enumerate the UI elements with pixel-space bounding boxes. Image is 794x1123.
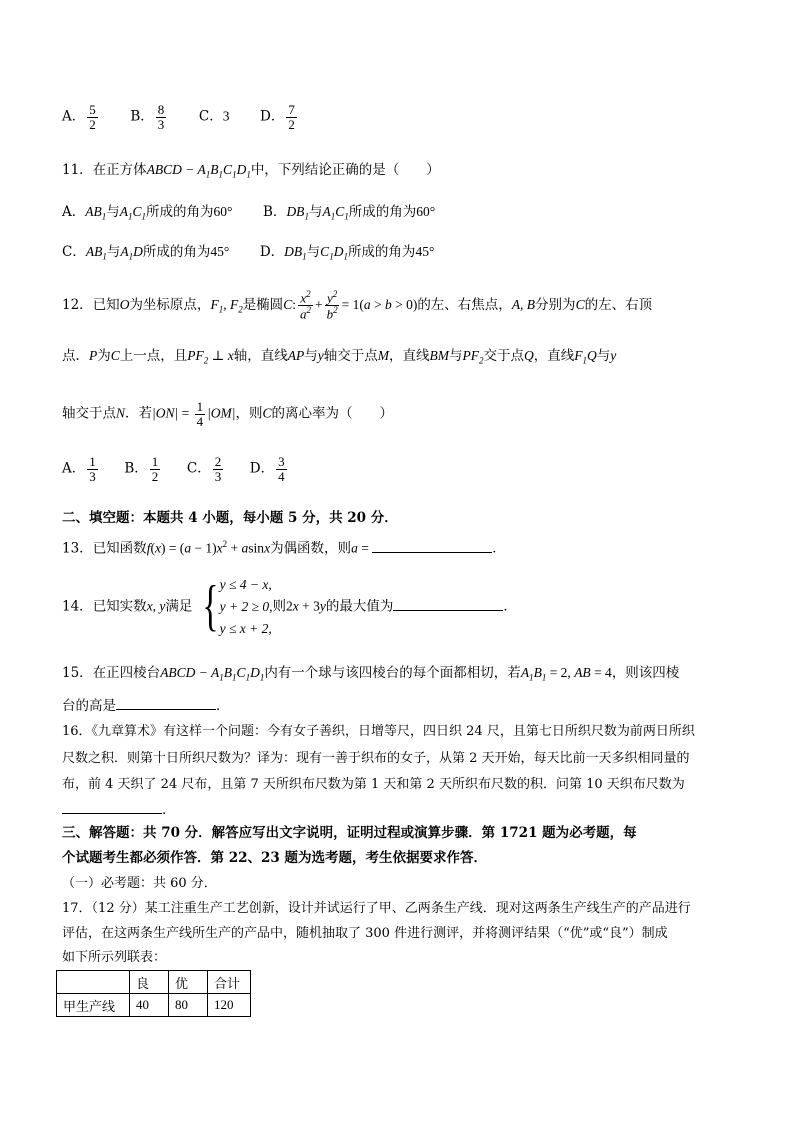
section-2-heading: 二、填空题：本题共 4 小题，每小题 5 分，共 20 分． bbox=[62, 510, 398, 526]
q12-line-1: 12．已知O为坐标原点，$F_1$, $F_2$是椭圆C: $\frac{x^2}{a^2}$ + $\frac{y^2}{b^2}$ = 1(a > b > 0)的左、右焦点，A, B分别为C的左、右顶 bbox=[62, 289, 653, 322]
q10-options bbox=[62, 103, 299, 131]
q10-option-a-fraction: $\frac{5}{2}$ bbox=[89, 102, 96, 132]
section-3-heading-line-1: 三、解答题：共 70 分．解答应写出文字说明，证明过程或演算步骤．第 1721 题为必考题，每 bbox=[62, 825, 637, 841]
q17-line-2: 评估，在这两条生产线所生产的产品中，随机抽取了 300 件进行测评，并将测评结果（“优”或“良”）制成 bbox=[62, 926, 668, 941]
section-3-heading-line-2: 个试题考生都必须作答．第 22、23 题为选考题，考生依据要求作答． bbox=[62, 850, 487, 866]
q14-constraint-system: { y ≤ 4 − x, y + 2 ≥ 0, y ≤ x + 2, bbox=[202, 575, 273, 637]
table-header-row: 良 优 合计 bbox=[57, 971, 251, 994]
contingency-table bbox=[56, 970, 251, 1017]
q10-option-b-label: B． bbox=[130, 108, 154, 125]
q10-option-c-value: 3 bbox=[222, 108, 230, 124]
q16-answer-blank[interactable] bbox=[62, 801, 162, 814]
q16-line-4: ． bbox=[62, 801, 176, 818]
q15-line-2: 台的高是 ． bbox=[62, 698, 230, 714]
q17-line-3: 如下所示列联表： bbox=[62, 950, 167, 965]
q10-option-d-label: D． bbox=[260, 108, 285, 125]
q10-option-c-label: C． bbox=[198, 108, 223, 125]
q12-line-3: 轴交于点N．若|ON| = $\frac{1}{4}$ |OM|，则C的离心率为（ ） bbox=[62, 399, 394, 429]
q17-line-1: 17．（12 分）某工注重生产工艺创新，设计并试运行了甲、乙两条生产线．现对这两条生产线生产的产品进行 bbox=[62, 901, 691, 916]
q13-answer-blank[interactable] bbox=[372, 540, 492, 553]
q16-line-2: 尺数之积．则第十日所织尺数为？译为：现有一善于织布的女子，从第 2 天开始，每天比前一天多织相同量的 bbox=[62, 751, 690, 766]
q12-options: A． $\frac{1}{3}$ B． $\frac{1}{2}$ C． $\frac{2}{3}$ D． $\frac{3}{4}$ bbox=[62, 454, 285, 484]
q15-answer-blank[interactable] bbox=[116, 697, 216, 710]
table-row: 甲生产线 40 80 120 bbox=[57, 994, 251, 1017]
q10-option-d-fraction: $\frac{7}{2}$ bbox=[288, 102, 295, 132]
q14-answer-blank[interactable] bbox=[393, 598, 503, 611]
q10-option-b-fraction: $\frac{8}{3}$ bbox=[157, 102, 165, 132]
q16-line-3: 布，前 4 天织了 24 尺布，且第 7 天所织布尺数为第 1 天和第 2 天所织布尺数的积．问第 10 天织布尺数为 bbox=[62, 777, 685, 792]
q10-option-a-label: A． bbox=[62, 108, 86, 125]
q11-options-ab: A．$AB_1$与$A_1C_1$所成的角为60° B．$DB_1$与$A_1C_1$所成的角为60° bbox=[62, 204, 436, 222]
q11-stem: 11．在正方体ABCD − $A_1B_1C_1D_1$中，下列结论正确的是（ ） bbox=[62, 162, 440, 180]
q13: 13．已知函数$f(x) = (a - 1)x^2 + asinx$为偶函数，则a = ． bbox=[62, 539, 506, 557]
q14: 14．已知实数x, y满足 { y ≤ 4 − x, y + 2 ≥ 0, y ≤ x + 2, 则2x + 3y的最大值为 ． bbox=[62, 574, 517, 640]
q16-line-1: 16．《九章算术》有这样一个问题：今有女子善织，日增等尺，四日织 24 尺，且第七日所织尺数为前两日所织 bbox=[62, 724, 695, 739]
q15-line-1: 15．在正四棱台ABCD − $A_1B_1C_1D_1$内有一个球与该四棱台的每个面都相切，若$A_1B_1 = 2$, AB = 4，则该四棱 bbox=[62, 665, 680, 683]
q11-options-cd: C．$AB_1$与$A_1D$所成的角为45° D．$DB_1$与$C_1D_1$所成的角为45° bbox=[62, 244, 435, 262]
q12-line-2: 点．P为C上一点，且$PF_2$ ⊥ x轴，直线AP与y轴交于点M，直线BM与$PF_2$交于点Q，直线$F_1Q$与y bbox=[62, 348, 617, 366]
subsection-required: （一）必考题：共 60 分． bbox=[62, 876, 217, 891]
